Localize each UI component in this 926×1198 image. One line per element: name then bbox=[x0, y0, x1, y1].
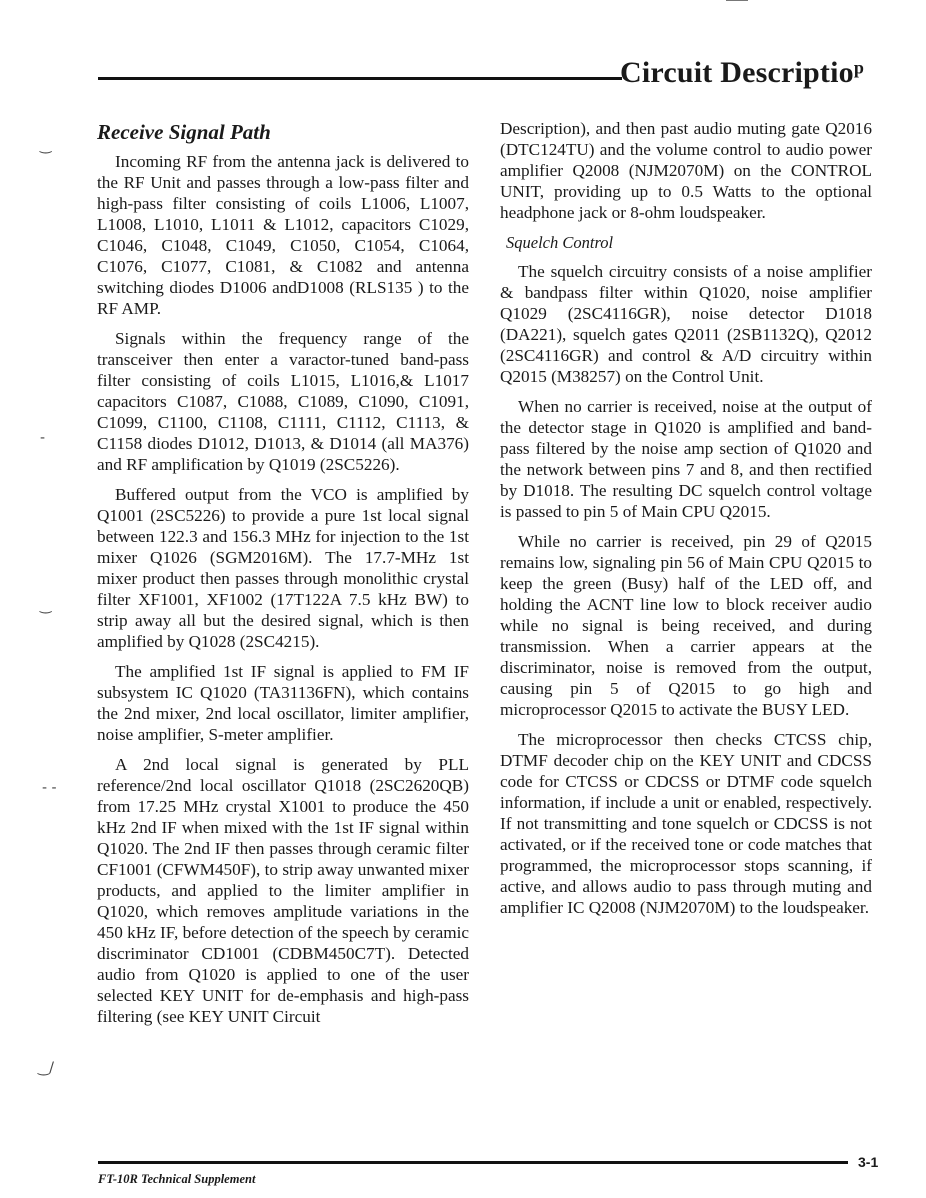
header-rule bbox=[98, 77, 622, 80]
margin-mark: ‿ bbox=[40, 598, 52, 614]
paragraph-continuation: Description), and then past audio muting gate Q2016 (DTC124TU) and the volume control to audio power amplifier Q2008 (NJM2070M) on the CONTROL UNIT, providing up to 0.5 Watts to the optional headphone jack or 8-ohm loudspeaker. bbox=[500, 119, 872, 222]
page-number: 3-1 bbox=[858, 1154, 879, 1170]
section-title-receive-signal-path: Receive Signal Path bbox=[97, 120, 271, 144]
paragraph: The microprocessor then checks CTCSS chip, DTMF decoder chip on the KEY UNIT and CDCSS code for CTCSS or CDCSS or DTMF code squelch information, if include a unit or enabled, respectively. If not transmitting and tone squelch or CDCSS is not activated, or if the received tone or code matches that programmed, the microprocessor stops scanning, if active, and allows audio to pass through muting and amplifier IC Q2008 (NJM2070M) to the loudspeaker. bbox=[500, 730, 872, 917]
paragraph: The squelch circuitry consists of a noise amplifier & bandpass filter within Q1020, noise amplifier Q1029 (2SC4116GR), noise detector D1018 (DA221), squelch gates Q2011 (2SB1132Q), Q2012 (2SC4116GR) and control & A/D circuitry within Q2015 (M38257) on the Control Unit. bbox=[500, 262, 872, 386]
right-column bbox=[500, 118, 872, 927]
margin-mark: - - bbox=[42, 780, 57, 796]
footer-rule bbox=[98, 1161, 848, 1164]
paragraph: While no carrier is received, pin 29 of Q2015 remains low, signaling pin 56 of Main CPU Q2015 to keep the green (Busy) half of the LED off, and holding the ACNT line low to block receiver audio while no signal is being received, and during transmission. When a carrier appears at the discriminator, noise is removed from the output, causing pin 5 of Q2015 to go high and microprocessor Q2015 to activate the BUSY LED. bbox=[500, 532, 872, 719]
margin-mark: ‿ bbox=[40, 138, 52, 154]
subsection-title-squelch-control: Squelch Control bbox=[506, 233, 614, 252]
paragraph: A 2nd local signal is generated by PLL reference/2nd local oscillator Q1018 (2SC2620QB) from 17.25 MHz crystal X1001 to produce the 450 kHz 2nd IF when mixed with the 1st IF signal within Q1020. The 2nd IF then passes through ceramic filter CF1001 (CFWM450F), to strip away unwanted mixer products, and applied to the limiter amplifier in Q1020, which removes amplitude variations in the 450 kHz IF, before detection of the speech by ceramic discriminator CD1001 (CDBM450C7T). Detected audio from Q1020 is applied to one of the user selected KEY UNIT for de-emphasis and high-pass filtering (see KEY UNIT Circuit bbox=[97, 755, 469, 1026]
top-edge-mark bbox=[726, 0, 748, 1]
paragraph: Incoming RF from the antenna jack is delivered to the RF Unit and passes through a low-pass filter and high-pass filter consisting of coils L1006, L1007, L1008, L1010, L1011 & L1012, capacitors C1029, C1046, C1048, C1049, C1050, C1054, C1064, C1076, C1077, C1081, & C1082 and antenna switching diodes D1006 andD1008 (RLS135 ) to the RF AMP. bbox=[97, 152, 469, 318]
paragraph: Buffered output from the VCO is amplified by Q1001 (2SC5226) to provide a pure 1st local signal between 122.3 and 156.3 MHz for injection to the 1st mixer Q1026 (SGM2016M). The 17.7-MHz 1st mixer product then passes through monolithic crystal filter XF1001, XF1002 (17T122A 7.5 kHz BW) to strip away all but the desired signal, which is then amplified by Q1028 (2SC4215). bbox=[97, 485, 469, 651]
paragraph: Signals within the frequency range of the transceiver then enter a varactor-tuned band-pass filter consisting of coils L1015, L1016,& L1017 capacitors C1087, C1088, C1089, C1090, C1091, C1099, C1100, C1108, C1111, C1112, C1113, & C1158 diodes D1012, D1013, & D1014 (all MA376) and RF amplification by Q1019 (2SC5226). bbox=[97, 329, 469, 474]
left-column bbox=[97, 118, 469, 1036]
paragraph: The amplified 1st IF signal is applied to FM IF subsystem IC Q1020 (TA31136FN), which contains the 2nd mixer, 2nd local oscillator, limiter amplifier, noise amplifier, S-meter amplifier. bbox=[97, 662, 469, 744]
paragraph: When no carrier is received, noise at the output of the detector stage in Q1020 is amplified and band-pass filtered by the noise amp section of Q1020 and the network between pins 7 and 8, and then rectified by D1018. The resulting DC squelch control voltage is passed to pin 5 of Main CPU Q2015. bbox=[500, 397, 872, 521]
footer-document-title: FT-10R Technical Supplement bbox=[98, 1172, 256, 1186]
margin-mark: ‐ bbox=[40, 430, 46, 446]
page-header-title: Circuit Descriptioᵖ bbox=[620, 56, 864, 89]
margin-mark: ‿/ bbox=[38, 1060, 54, 1076]
